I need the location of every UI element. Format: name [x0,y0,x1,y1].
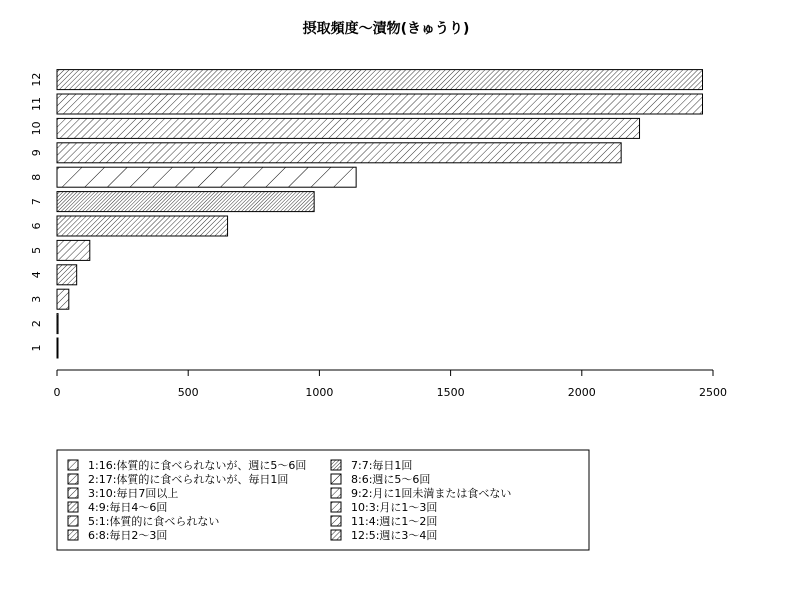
x-axis [54,370,728,399]
legend-label: 5:1:体質的に食べられない [88,515,220,528]
x-tick-label: 0 [53,386,61,399]
legend-swatch [68,474,78,484]
legend-label: 7:7:毎日1回 [351,459,413,472]
y-tick-label: 3 [30,295,43,303]
x-tick-label: 1500 [436,386,465,399]
y-tick-label: 12 [30,72,43,87]
y-tick-label: 1 [30,344,43,352]
bar-9 [57,143,621,163]
bar-5 [57,240,90,260]
legend-swatch [331,516,341,526]
legend-label: 2:17:体質的に食べられないが、毎日1回 [88,473,289,486]
legend-label: 6:8:毎日2～3回 [88,529,168,542]
bar-10 [57,118,640,138]
bar-4 [57,265,77,285]
y-tick-label: 10 [30,121,43,136]
legend-label: 8:6:週に5～6回 [351,473,431,486]
legend-swatch [331,488,341,498]
legend-swatch [331,502,341,512]
y-axis-labels [30,73,43,352]
y-tick-label: 4 [30,271,43,279]
x-tick-label: 500 [177,386,199,399]
bars-group [57,70,703,358]
legend-swatch [68,502,78,512]
y-tick-label: 11 [30,97,43,111]
y-tick-label: 6 [30,222,43,230]
x-tick-label: 2500 [699,386,727,399]
chart-title: 摂取頻度～漬物(きゅうり) [302,21,470,37]
legend-label: 9:2:月に1回未満または食べない [351,487,512,500]
legend-swatch [68,516,78,526]
y-tick-label: 9 [30,149,43,157]
bar-8 [57,167,356,187]
y-tick-label: 2 [30,320,43,328]
legend-label: 3:10:毎日7回以上 [88,487,179,500]
bar-7 [57,192,314,212]
legend-swatch [331,460,341,470]
legend-swatch [68,530,78,540]
x-tick-label: 2000 [567,386,596,399]
legend-swatch [331,474,341,484]
bar-12 [57,70,703,90]
legend-label: 11:4:週に1～2回 [351,515,438,528]
y-tick-label: 7 [30,198,43,206]
x-tick-label: 1000 [305,386,334,399]
legend-label: 10:3:月に1～3回 [351,501,438,514]
bar-6 [57,216,228,236]
bar-1 [57,338,58,358]
legend-swatch [68,488,78,498]
legend-label: 1:16:体質的に食べられないが、週に5～6回 [88,459,307,472]
y-tick-label: 8 [30,173,43,181]
bar-11 [57,94,703,114]
legend-swatch [331,530,341,540]
legend-label: 12:5:週に3～4回 [351,529,438,542]
bar-2 [57,314,58,334]
legend-label: 4:9:毎日4～6回 [88,501,168,514]
legend-swatch [68,460,78,470]
bar-3 [57,289,69,309]
legend-items [68,458,511,542]
y-tick-label: 5 [30,246,43,254]
